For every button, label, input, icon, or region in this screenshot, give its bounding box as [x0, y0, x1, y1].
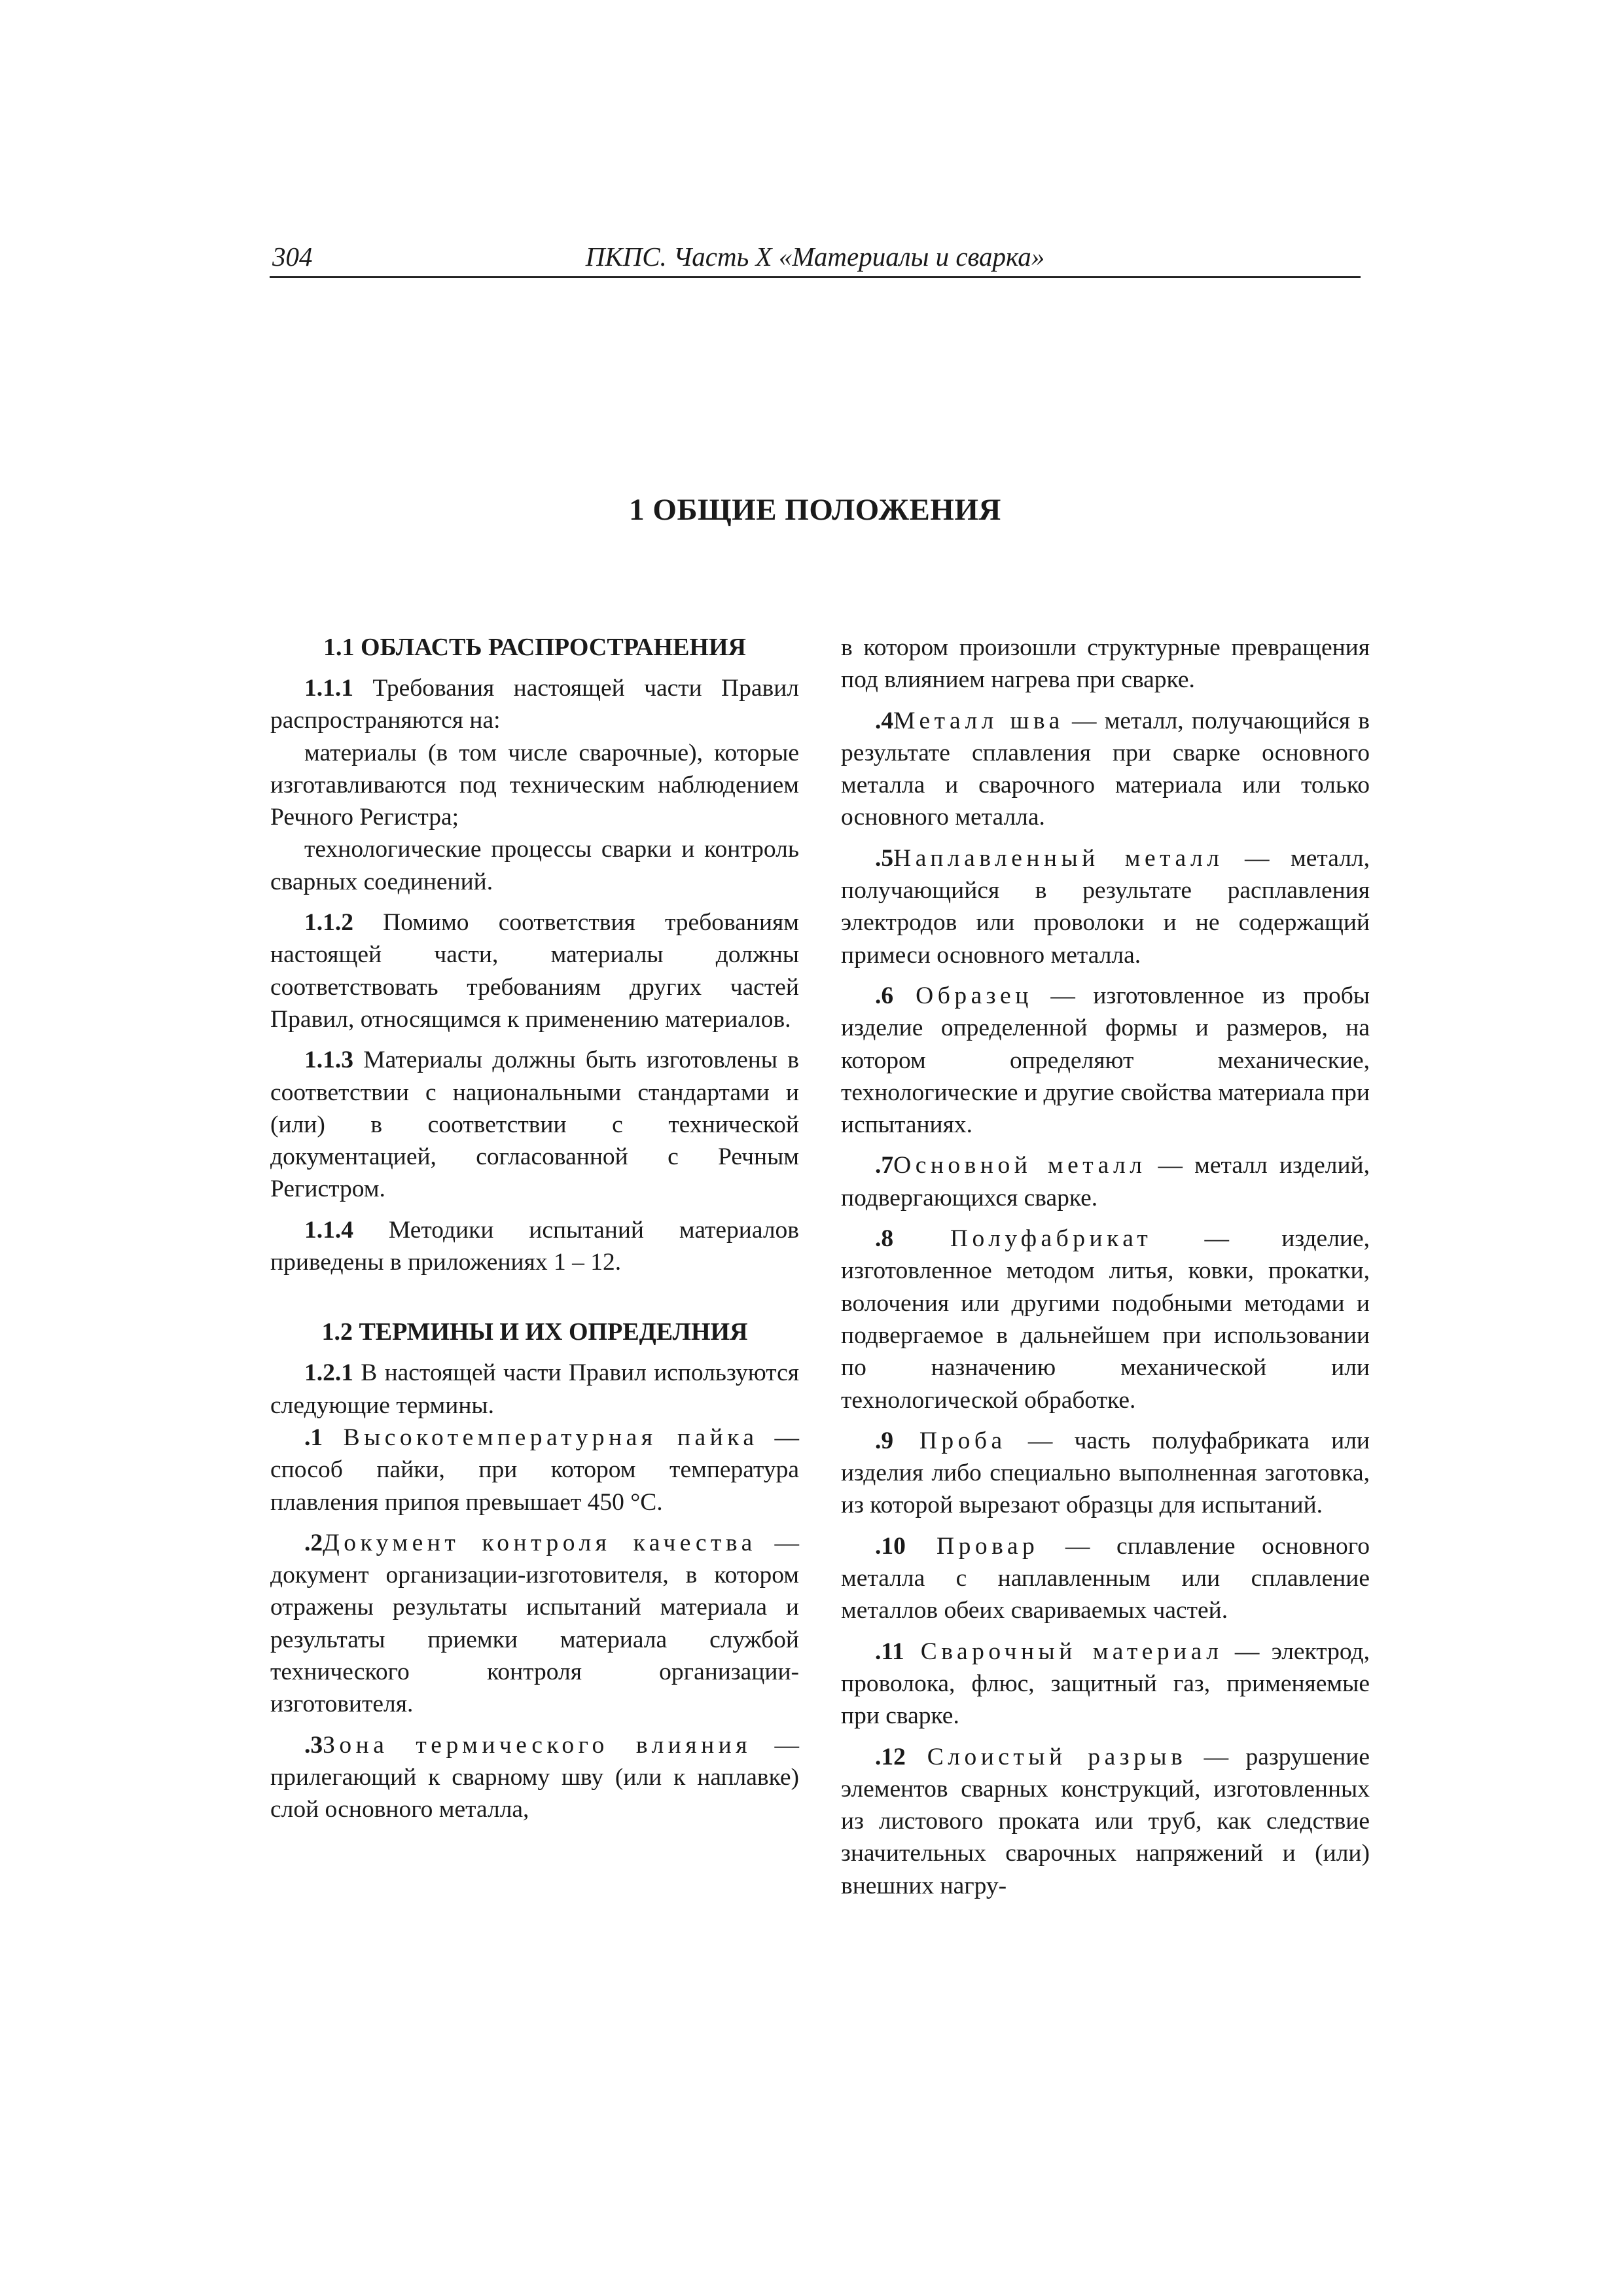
- right-column: [841, 632, 1370, 1902]
- section-heading-1-2: 1.2 ТЕРМИНЫ И ИХ ОПРЕДЕЛНИЯ: [321, 1318, 748, 1346]
- paragraph-1-2-1: 1.2.1 В настоящей части Правил используются следующие термины.: [270, 1359, 799, 1419]
- running-title: ПКПС. Часть X «Материалы и сварка»: [585, 242, 1045, 272]
- section-heading-1-1: 1.1 ОБЛАСТЬ РАСПРОСТРАНЕНИЯ: [323, 634, 746, 661]
- paragraph-1-1-1-a: материалы (в том числе сварочные), которые изготавливаются под техническим наблюдением Речного Регистра;: [270, 739, 799, 831]
- term-8: .8 Полуфабрикат — изделие, изготовленное методом литья, ковки, прокатки, волочения или другими подобными методами и подвергаемое в дальнейшем при использовании по назначению механической или технологической обработке.: [841, 1225, 1370, 1414]
- page-number: 304: [272, 242, 313, 272]
- paragraph-1-1-2: 1.1.2 Помимо соответствия требованиям настоящей части, материалы должны соответствовать требованиям других частей Правил, относящимся к применению материалов.: [270, 909, 799, 1033]
- term-7: .7Основной металл — металл изделий, подвергающихся сварке.: [841, 1152, 1370, 1211]
- term-10: .10 Провар — сплавление основного металла с наплавленным или сплавление металлов обеих свариваемых частей.: [841, 1532, 1370, 1624]
- term-6: .6 Образец — изготовленное из пробы изделие определенной формы и размеров, на котором определяют механические, технологические и другие свойства материала при испытаниях.: [841, 982, 1370, 1139]
- term-1: .1 Высокотемпературная пайка — способ пайки, при котором температура плавления припоя превышает 450 °С.: [270, 1424, 799, 1516]
- term-11: .11 Сварочный материал — электрод, проволока, флюс, защитный газ, применяемые при сварке.: [841, 1638, 1370, 1730]
- paragraph-1-1-1: 1.1.1 Требования настоящей части Правил распространяются на:: [270, 675, 799, 734]
- paragraph-1-1-1-b: технологические процессы сварки и контроль сварных соединений.: [270, 836, 799, 895]
- term-3: .3Зона термического влияния — прилегающий к сварному шву (или к наплавке) слой основного металла,: [270, 1731, 799, 1823]
- term-5: .5Наплавленный металл — металл, получающийся в результате расплавления электродов или проволоки и не содержащий примеси основного металла.: [841, 844, 1370, 969]
- term-12: .12 Слоистый разрыв — разрушение элементов сварных конструкций, изготовленных из листового проката или труб, как следствие значительных сварочных напряжений и (или) внешних нагру-: [841, 1743, 1370, 1899]
- running-header: [270, 237, 1361, 278]
- term-4: .4Металл шва — металл, получающийся в результате сплавления при сварке основного металла и сварочного материала или только основного металла.: [841, 707, 1370, 831]
- term-9: .9 Проба — часть полуфабриката или изделия либо специально выполненная заготовка, из которой вырезают образцы для испытаний.: [841, 1427, 1370, 1519]
- paragraph-1-1-4: 1.1.4 Методики испытаний материалов приведены в приложениях 1 – 12.: [270, 1216, 799, 1276]
- left-column: [270, 632, 799, 1826]
- term-3-continuation: в котором произошли структурные превращения под влиянием нагрева при сварке.: [841, 634, 1370, 694]
- paragraph-1-1-3: 1.1.3 Материалы должны быть изготовлены в соответствии с национальными стандартами и (или) в соответствии с технической документацией, согласованной с Речным Регистром.: [270, 1047, 799, 1203]
- term-2: .2Документ контроля качества — документ организации-изготовителя, в котором отражены результаты испытаний материала и результаты приемки материала службой технического контроля организации-изготовителя.: [270, 1529, 799, 1718]
- chapter-title: 1 ОБЩИЕ ПОЛОЖЕНИЯ: [629, 493, 1001, 527]
